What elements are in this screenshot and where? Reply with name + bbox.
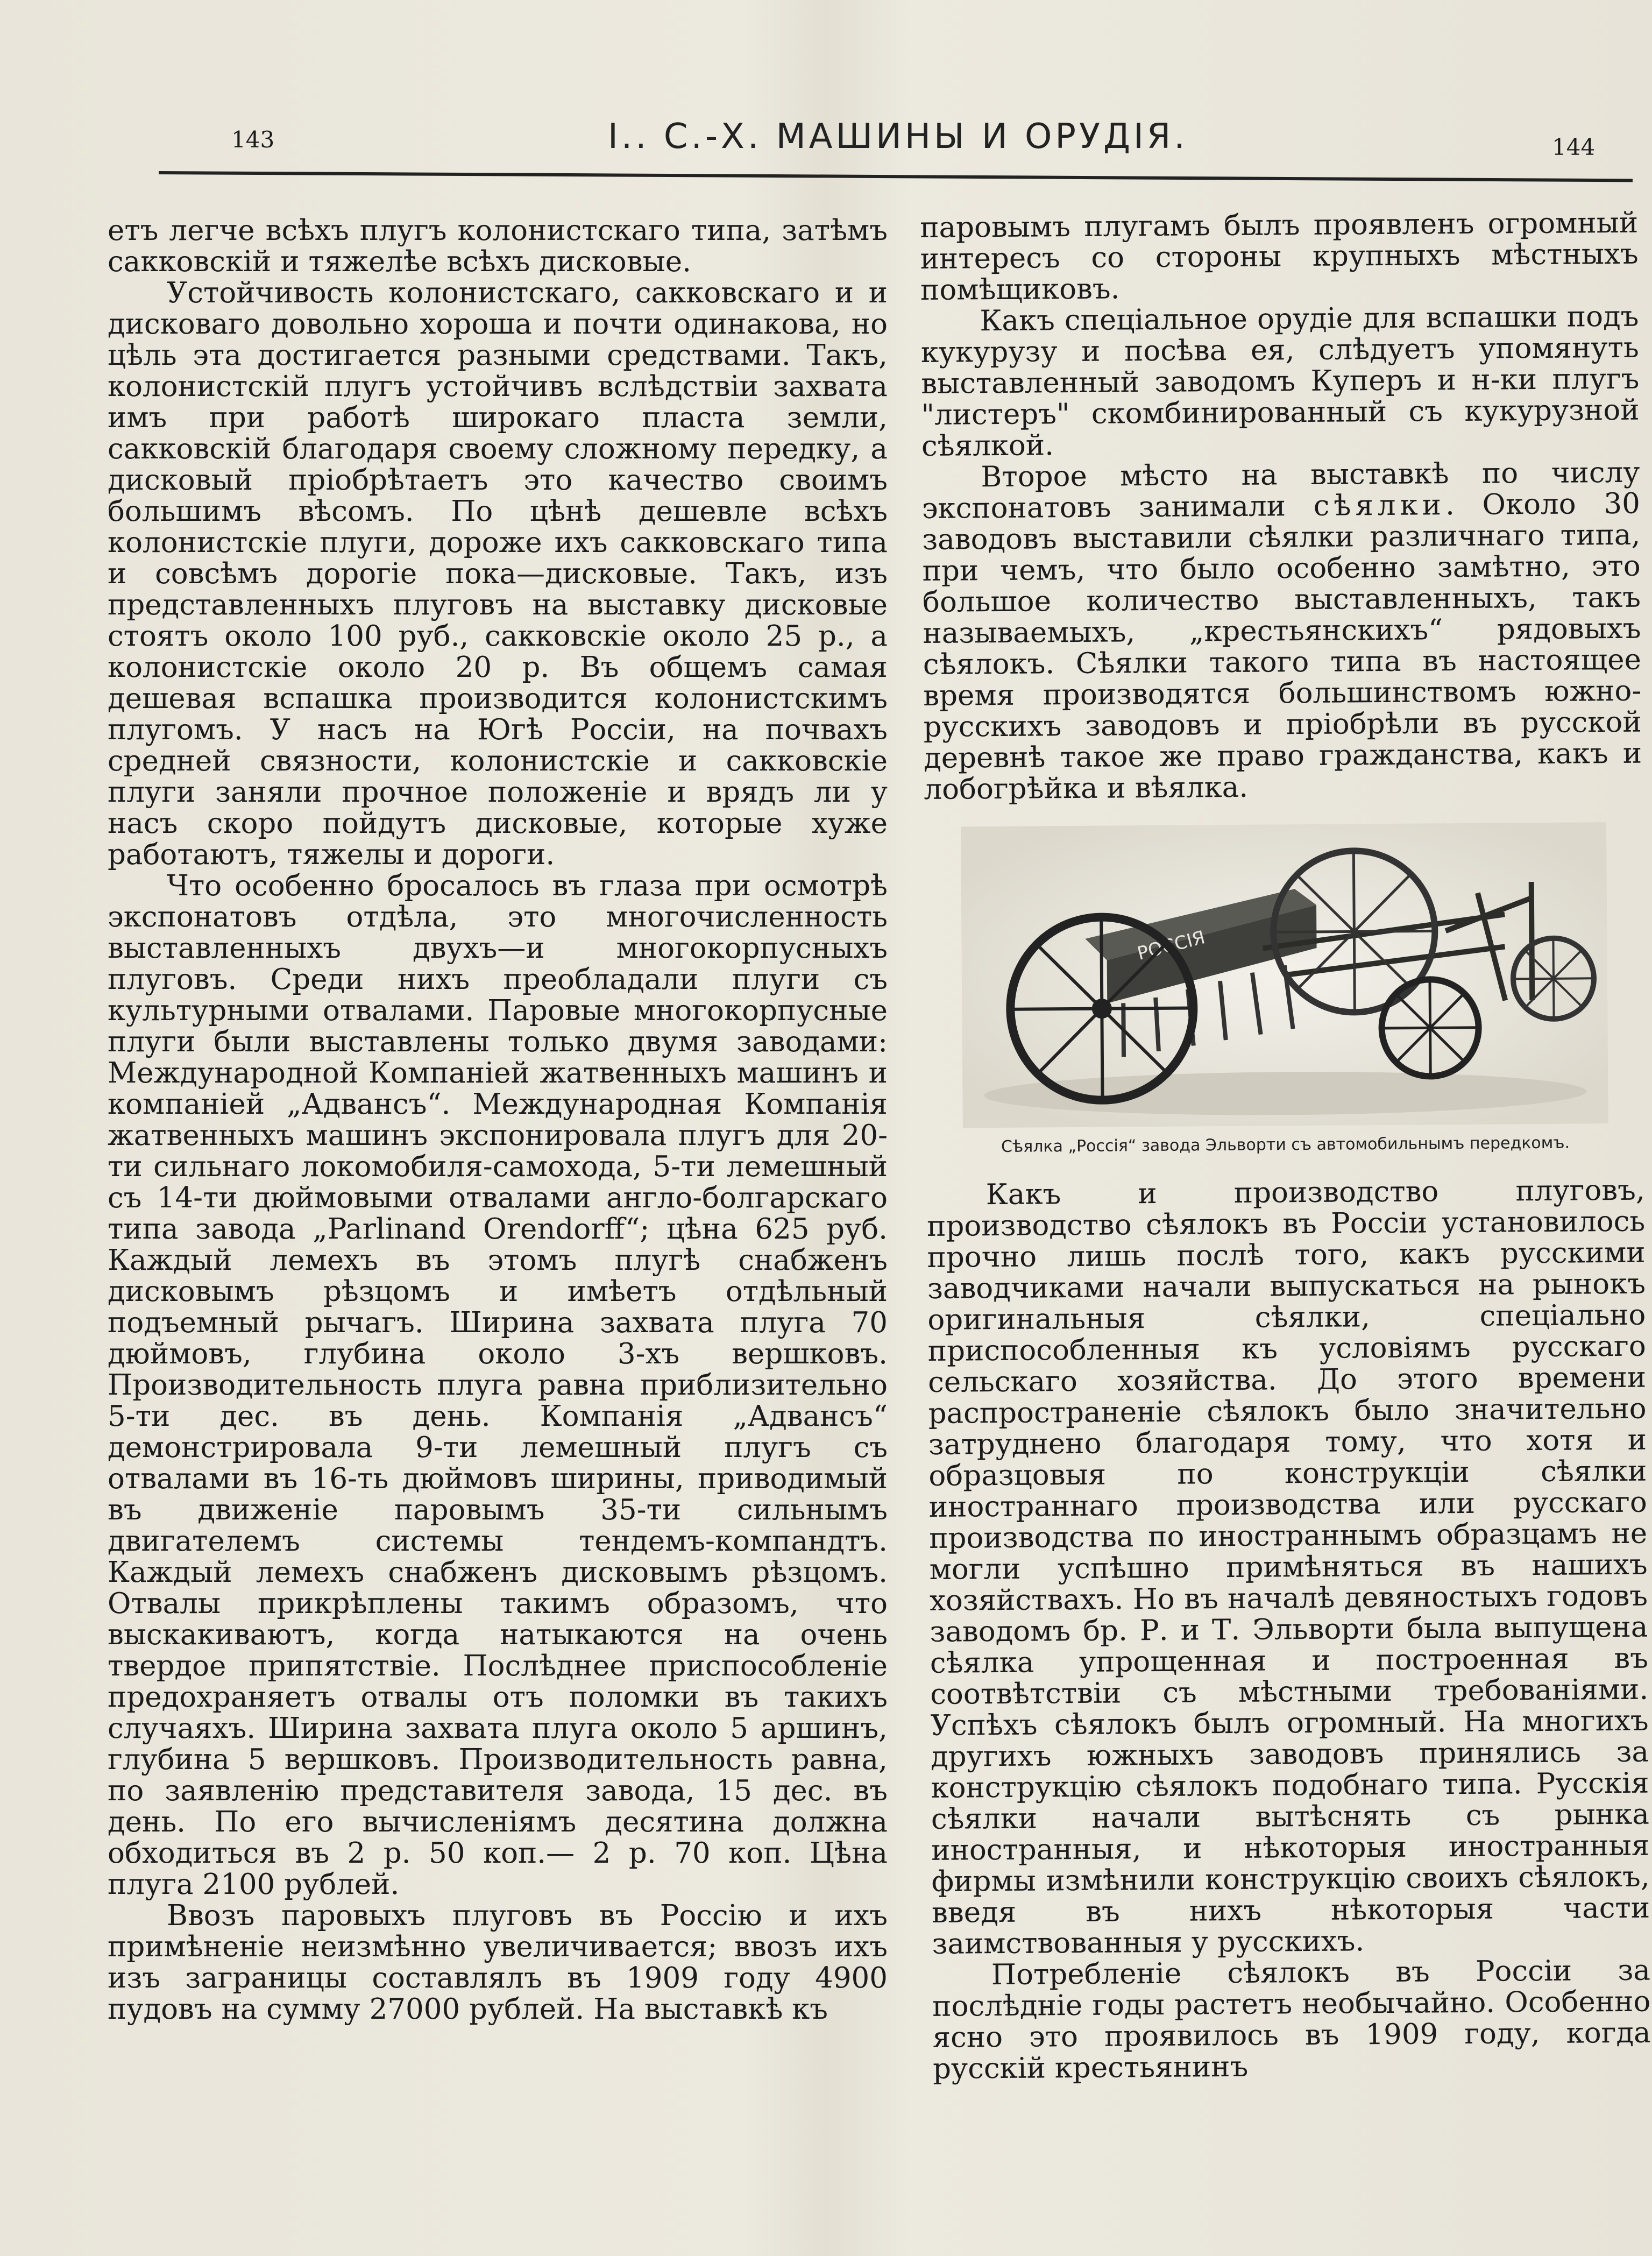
paragraph-text: Второе мѣсто на выставкѣ по числу экспонатовъ занимали: [921, 456, 1640, 525]
rear-wheel-right: [1273, 850, 1435, 1013]
page-header: [0, 116, 1652, 180]
paragraph: паровымъ плугамъ былъ проявленъ огромный интересъ со стороны крупныхъ мѣстныхъ помѣщиковъ.: [919, 206, 1639, 307]
paragraph: Ввозъ паровыхъ плуговъ въ Россію и ихъ примѣненіе неизмѣнно увеличивается; ввозъ ихъ изъ заграницы составлялъ въ 1909 году 4900 пудовъ на сумму 27000 рублей. На выставкѣ къ: [108, 1899, 888, 2026]
page-number-right: 144: [1552, 134, 1596, 160]
seeder-illustration: [960, 822, 1608, 1128]
right-column: [919, 206, 1651, 2085]
paragraph: Какъ и производство плуговъ, производство сѣялокъ въ Россіи установилось прочно лишь послѣ того, какъ русскими заводчиками начали выпускаться на рынокъ оригинальныя сѣялки, спеціально приспособленныя къ условіямъ русскаго сельскаго хозяйства. До этого времени распространеніе сѣялокъ было значительно затруднено благодаря тому, что хотя и образцовыя по конструкціи сѣялки иностраннаго производства или русскаго производства по иностраннымъ образцамъ не могли успѣшно примѣняться въ нашихъ хозяйствахъ. Но въ началѣ девяностыхъ годовъ заводомъ бр. Р. и Т. Эльворти была выпущена сѣялка упрощенная и построенная въ соотвѣтствіи съ мѣстными требованіями. Успѣхъ сѣялокъ былъ огромный. На многихъ другихъ южныхъ заводовъ принялись за конструкцію сѣялокъ подобнаго типа. Русскія сѣялки начали вытѣснять съ рынка иностранныя, и нѣкоторыя иностранныя фирмы измѣнили конструкцію своихъ сѣялокъ, введя въ нихъ нѣкоторыя части заимствованныя у русскихъ.: [926, 1173, 1650, 1961]
seeder-brand-label: РОССIЯ: [1135, 927, 1207, 965]
front-wheel: [1381, 979, 1478, 1077]
paragraph: Какъ спеціальное орудіе для вспашки подъ кукурузу и посѣва ея, слѣдуетъ упомянуть выставленный заводомъ Куперъ и н-ки плугъ "листеръ" скомбинированный съ кукурузной сѣялкой.: [920, 300, 1640, 463]
running-title: I.. С.-X. МАШИНЫ И ОРУДIЯ.: [608, 117, 1188, 157]
paragraph-text: . Около 30 заводовъ выставили сѣялки различнаго типа, при чемъ, что было особенно замѣтно, это большое количество выставленныхъ, такъ называемыхъ, „крестьянскихъ“ рядовыхъ сѣялокъ. Сѣялки такого типа въ настоящее время производятся большинствомъ южно-русскихъ заводовъ и пріобрѣли въ русской деревнѣ такое же право гражданства, какъ и лобогрѣйка и вѣялка.: [922, 487, 1642, 806]
front-wheel: [1513, 938, 1594, 1019]
left-column: [108, 215, 888, 2141]
page-number-left: 143: [231, 126, 275, 153]
paragraph: Устойчивость колонистскаго, сакковскаго и и дисковаго довольно хороша и почти одинакова, но цѣль эта достигается разными средствами. Такъ, колонистскій плугъ устойчивъ вслѣдствіи захвата имъ при работѣ широкаго пласта земли, сакковскій благодаря своему сложному передку, а дисковый пріобрѣтаетъ это качество своимъ большимъ вѣсомъ. По цѣнѣ дешевле всѣхъ колонистскіе плуги, дороже ихъ сакковскаго типа и совсѣмъ дорогіе пока—дисковые. Такъ, изъ представленныхъ плуговъ на выставку дисковые стоятъ около 100 руб., сакковскіе около 25 р., а колонистскіе около 20 р. Въ общемъ самая дешевая вспашка производится колонистскимъ плугомъ. У насъ на Югѣ Россіи, на почвахъ средней связности, колонистскіе и сакковскіе плуги заняли прочное положеніе и врядъ ли у насъ скоро пойдутъ дисковые, которые хуже работаютъ, тяжелы и дороги.: [108, 277, 888, 871]
seeder-figure: [924, 822, 1644, 1158]
paragraph: етъ легче всѣхъ плугъ колонистскаго типа, затѣмъ сакковскій и тяжелѣе всѣхъ дисковые.: [108, 214, 888, 278]
spaced-term: сѣялки: [1313, 489, 1446, 522]
figure-caption: Сѣялка „Россія“ завода Эльворти съ автомобильнымъ передкомъ.: [1001, 1133, 1570, 1156]
paragraph: Что особенно бросалось въ глаза при осмотрѣ экспонатовъ отдѣла, это многочисленность выставленныхъ двухъ—и многокорпусныхъ плуговъ. Среди нихъ преобладали плуги съ культурными отвалами. Паровые многокорпусные плуги были выставлены только двумя заводами: Международной Компаніей жатвенныхъ машинъ и компаніей „Адвансъ“. Международная Компанія жатвенныхъ машинъ экспонировала плугъ для 20-ти сильнаго локомобиля-самохода, 5-ти лемешный съ 14-ти дюймовыми отвалами англо-болгарскаго типа завода „Parlinand Orendorff“; цѣна 625 руб. Каждый лемехъ въ этомъ плугѣ снабженъ дисковымъ рѣзцомъ и имѣетъ отдѣльный подъемный рычагъ. Ширина захвата плуга 70 дюймовъ, глубина около 3-хъ вершковъ. Производительность плуга равна приблизительно 5-ти дес. въ день. Компанія „Адвансъ“ демонстрировала 9-ти лемешный плугъ съ отвалами въ 16-ть дюймовъ ширины, приводимый въ движеніе паровымъ 35-ти сильнымъ двигателемъ системы тендемъ-компандтъ. Каждый лемехъ снабженъ дисковымъ рѣзцомъ. Отвалы прикрѣплены такимъ образомъ, что выскакиваютъ, когда натыкаются на очень твердое припятствіе. Послѣднее приспособленіе предохраняетъ отвалы отъ поломки въ такихъ случаяхъ. Ширина захвата плуга около 5 аршинъ, глубина 5 вершковъ. Производительность равна, по заявленію представителя завода, 15 дес. въ день. По его вычисленіямъ десятина должна обходиться въ 2 р. 50 коп.— 2 р. 70 коп. Цѣна плуга 2100 рублей.: [108, 869, 888, 1901]
paragraph: [921, 457, 1642, 805]
rear-wheel-left: [1010, 916, 1194, 1100]
paragraph: Потребленіе сѣялокъ въ Россіи за послѣдніе годы растетъ необычайно. Особенно ясно это проявилось въ 1909 году, когда русскій крестьянинъ: [932, 1954, 1651, 2085]
